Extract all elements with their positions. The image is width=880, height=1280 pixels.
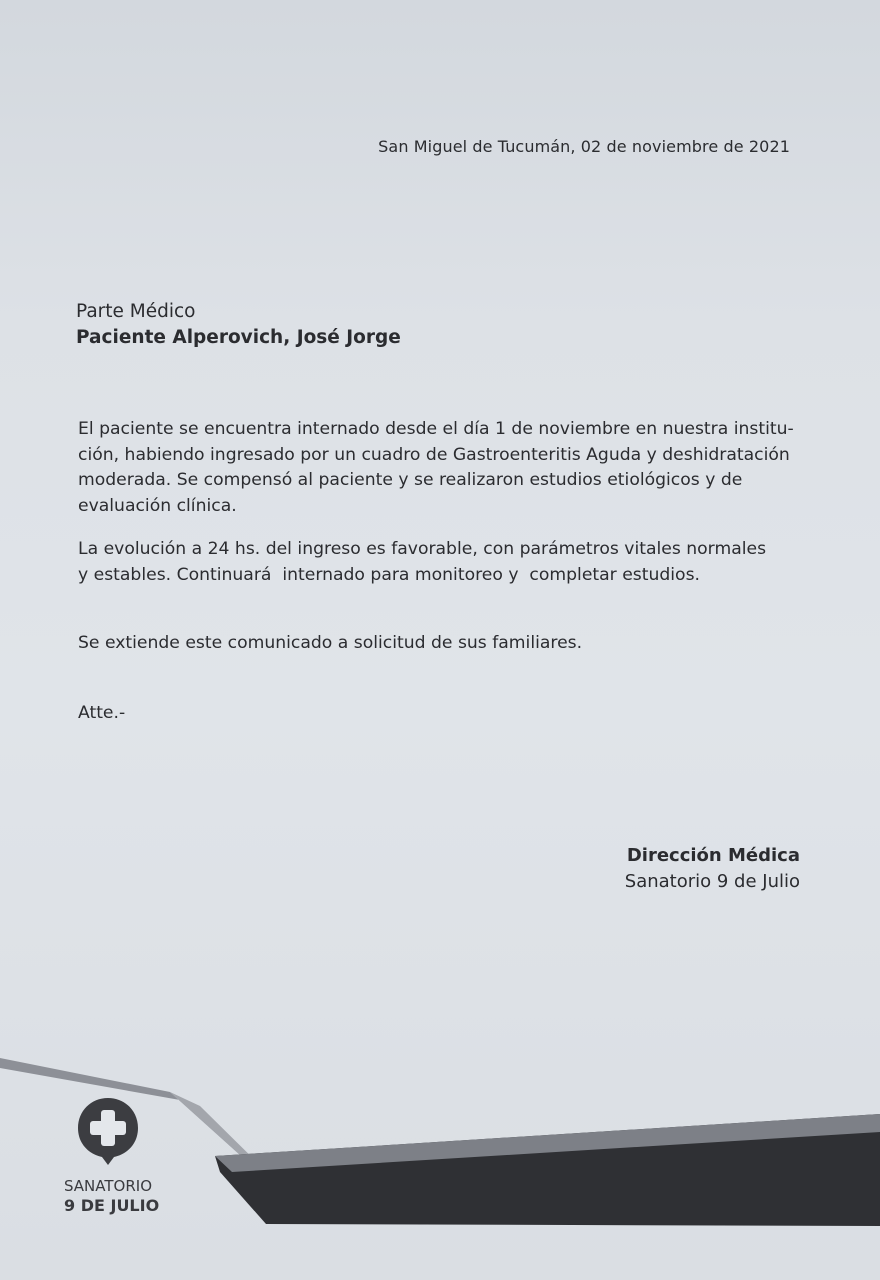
paragraph-admission — [78, 417, 798, 519]
closing-salutation: Atte.- — [78, 703, 126, 723]
logo-line-2: 9 DE JULIO — [64, 1196, 160, 1215]
text-line: ción, habiendo ingresado por un cuadro de Gastroenteritis Aguda y deshidratación — [78, 444, 790, 465]
text-line: La evolución a 24 hs. del ingreso es favorable, con parámetros vitales normales — [78, 539, 767, 559]
logo-line-1: SANATORIO — [64, 1177, 153, 1195]
sanatorio-logo-icon — [76, 1096, 140, 1166]
logo-wordmark — [64, 1176, 159, 1216]
text-line: El paciente se encuentra internado desde el día 1 de noviembre en nuestra institu- — [78, 419, 794, 439]
text-line: moderada. Se compensó al paciente y se realizaron estudios etiológicos y de — [78, 470, 743, 490]
signature-block — [625, 843, 800, 895]
paragraph-request: Se extiende este comunicado a solicitud de sus familiares. — [78, 633, 583, 653]
subject-block — [76, 299, 401, 351]
text-line: evaluación clínica. — [78, 495, 237, 516]
signature-title: Dirección Médica — [626, 845, 800, 866]
patient-name: Paciente Alperovich, José Jorge — [76, 327, 401, 348]
document-title: Parte Médico — [76, 301, 196, 322]
place-date: San Miguel de Tucumán, 02 de noviembre de 2021 — [378, 137, 790, 156]
text-line: y estables. Continuará internado para monitoreo y completar estudios. — [78, 564, 700, 585]
signature-institution: Sanatorio 9 de Julio — [624, 871, 800, 892]
paragraph-evolution — [78, 537, 798, 588]
